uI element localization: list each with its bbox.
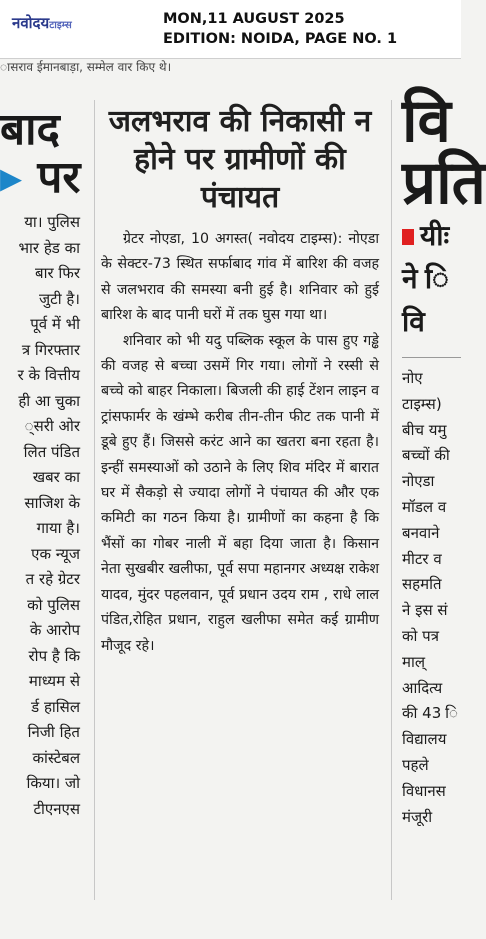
right-headline-line-2: प्रति — [402, 148, 486, 218]
left-body-line: र के वित्तीय — [17, 366, 80, 384]
right-body-line: को पत्र — [402, 626, 439, 645]
left-body-line: साजिश के — [24, 493, 80, 512]
right-body-line: नोए — [402, 369, 423, 387]
right-body-line: सहमति — [402, 575, 442, 594]
left-body-text — [0, 210, 86, 822]
right-body-line: पहले — [402, 755, 429, 774]
right-body-line: माल् — [402, 652, 426, 671]
right-body-line: आदित्य — [402, 678, 443, 697]
right-body-line: बीच यमु — [402, 420, 447, 439]
cut-off-text-line: ासराव ईमानबाड़ा, सम्मेल वार किए थे। — [0, 60, 172, 74]
red-square-bullet-icon — [402, 229, 414, 245]
article-paragraph-1: ग्रेटर नोएडा, 10 अगस्त( नवोदय टाइम्स): नोएडा के सेक्टर-73 स्थित सर्फाबाद गांव में बारिश की वजह से जलभराव की समस्या बनी हुई है। शनिवार को हुई बारिश के बाद पानी घरों में तक घुस गया था। — [101, 231, 379, 324]
right-subheadline-3: वि — [402, 305, 425, 338]
newspaper-logo — [12, 10, 136, 36]
left-body-line: एक न्यूज — [31, 544, 80, 563]
right-subheadline-2: ने ि — [402, 262, 449, 295]
left-body-line: किया। जो — [26, 774, 80, 792]
left-body-line: को पुलिस — [27, 595, 80, 614]
left-body-line: जुटी है। — [39, 289, 80, 308]
left-body-line: निजी हित — [27, 723, 80, 741]
left-body-line: ्सरी ओर — [24, 417, 80, 435]
left-body-line: खबर का — [32, 468, 80, 486]
left-headline-line-1: बाद — [0, 104, 60, 155]
left-body-line: भार हेड का — [18, 238, 80, 257]
column-divider-left — [94, 100, 95, 900]
article-paragraph-2: शनिवार को भी यदु पब्लिक स्कूल के पास हुए गड्ढे की वजह से बच्चा उसमें गिर गया। लोगों ने रस्सी से बच्चे को बाहर निकाला। बिजली की हाई टेंशन लाइन व ट्रांसफार्मर के खंम्भे करीब तीन-तीन फीट तक पानी में डूबे हुए हैं। जिससे करंट आने का खतरा बना रहता है। इन्हीं समस्याओं को उठाने के लिए शिव मंदिर में बारात घर में सैकड़ो से ज्यादा लोगों ने पंचायत की और एक कमिटी का गठन किया है। ग्रामीणों का कहना है कि भैंसों का गोबर नाली में बहा दिया जाता है। किसान नेता सुखबीर खलीफा, पूर्व सपा महानगर अध्यक्ष राकेश यादव, मुंदर पहलवान, पूर्व प्रधान उदय राम , राधे लाल पंडित,रोहित प्रधान, राहुल खलीफा समेत कई ग्रामीण मौजूद रहे। — [101, 332, 379, 654]
right-body-line: टाइम्स) — [402, 394, 442, 413]
left-body-line: माध्यम से — [28, 672, 80, 690]
left-body-line: या। पुलिस — [24, 213, 80, 231]
right-body-line: बनवाने — [402, 523, 440, 542]
left-body-line: गाया है। — [36, 519, 80, 537]
left-article-column — [0, 100, 86, 939]
right-body-line: विद्यालय — [402, 730, 447, 749]
right-body-line: विधानस — [402, 781, 446, 800]
right-body-line: नोएडा — [402, 472, 435, 491]
right-body-line: की 43 ि — [402, 704, 458, 723]
right-body-line: मंजूरी — [402, 807, 433, 826]
left-body-line: त्र गिरफ्तार — [21, 340, 80, 359]
right-article-column — [402, 86, 486, 939]
right-subheadline-1: यीः — [402, 214, 461, 257]
right-headline-line-1: वि — [402, 86, 451, 156]
left-body-line: पूर्व में भी — [30, 315, 80, 333]
left-headline-line-2: ▸ पर — [0, 152, 81, 203]
left-body-line: कांस्टेबल — [32, 748, 80, 767]
left-body-line: ही आ चुका — [18, 391, 80, 410]
right-body-text — [402, 366, 461, 830]
left-body-line: त रहे ग्रेटर — [25, 570, 80, 588]
right-body-line: मॉडल व — [402, 497, 447, 516]
right-body-line: मीटर व — [402, 549, 442, 568]
left-body-line: रोप है कि — [28, 646, 80, 665]
edition-info — [163, 9, 397, 49]
right-divider — [402, 357, 461, 358]
left-body-line: र्ड हासिल — [31, 697, 80, 716]
left-body-line: के आरोप — [29, 621, 80, 639]
logo-suffix: टाइम्स — [49, 20, 72, 31]
column-divider-right — [391, 100, 392, 900]
left-body-line: लित पंडित — [23, 442, 80, 461]
edition-page: EDITION: NOIDA, PAGE NO. 1 — [163, 31, 398, 47]
left-body-line: बार फिर — [35, 264, 80, 282]
page-header-bar — [0, 0, 461, 59]
edition-date: MON,11 AUGUST 2025 — [163, 11, 345, 27]
right-body-line: ने इस सं — [402, 601, 448, 620]
article-headline: जलभराव की निकासी न होने पर ग्रामीणों की पंचायत — [108, 104, 372, 215]
left-body-line: टीएनएस — [33, 799, 80, 818]
logo-text: नवोदय — [12, 14, 50, 32]
right-body-line: बच्चों की — [402, 446, 450, 465]
main-article — [101, 103, 379, 939]
